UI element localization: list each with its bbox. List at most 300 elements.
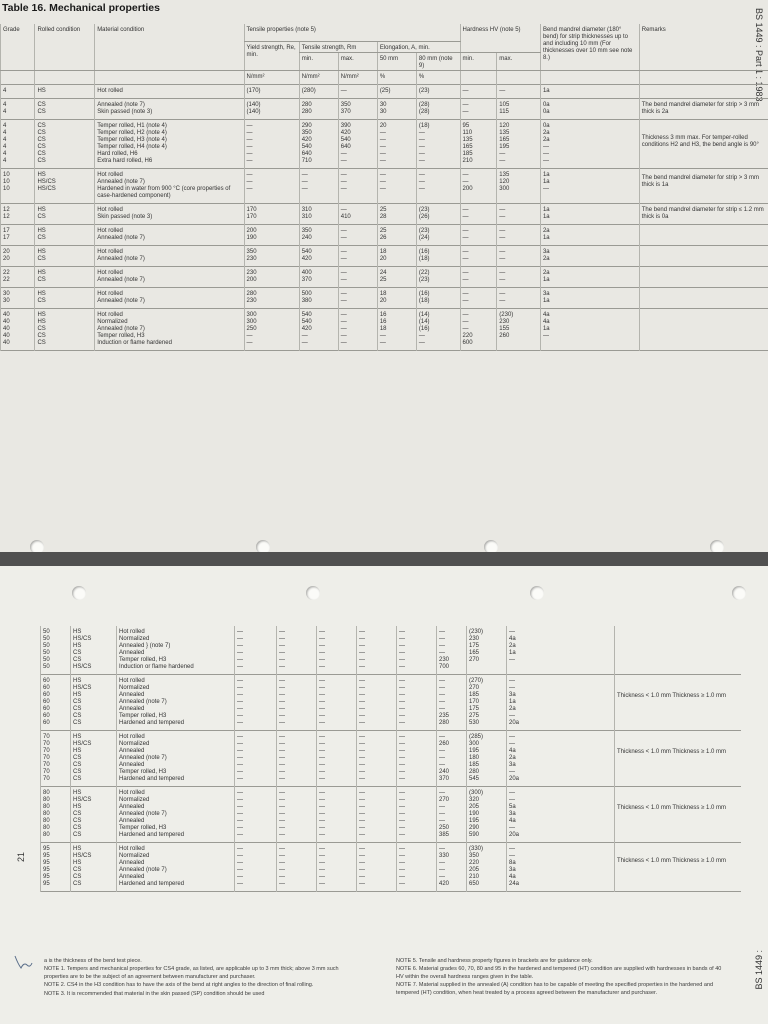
cell-line: — xyxy=(399,706,405,712)
cell-elongation-50 xyxy=(357,843,397,892)
cell-grade xyxy=(41,731,71,787)
cell-line: Annealed xyxy=(119,762,145,768)
table-row-group xyxy=(1,267,768,288)
cell-hardness-max xyxy=(467,626,507,675)
cell-line: 60 xyxy=(43,692,50,698)
cell-line: — xyxy=(237,650,243,656)
cell-line: (330) xyxy=(469,846,484,852)
cell-line: — xyxy=(499,158,506,164)
cell-line: 70 xyxy=(43,734,50,740)
cell-line: 80 xyxy=(43,818,50,824)
cell-line: 540 xyxy=(340,137,351,143)
cell-line: 110 xyxy=(462,130,473,136)
cell-line: 16 xyxy=(379,312,387,318)
cell-line: CS xyxy=(73,881,82,887)
cell-line: 0a xyxy=(542,102,550,108)
unit-cell: N/mm² xyxy=(299,71,338,85)
binder-hole xyxy=(306,586,320,600)
cell-tensile-max xyxy=(338,225,377,246)
cell-line: — xyxy=(399,643,405,649)
cell-line: 280 xyxy=(469,769,480,775)
cell-line: — xyxy=(439,755,445,761)
cell-line: — xyxy=(237,811,243,817)
cell-line: 20 xyxy=(3,256,10,262)
cell-line: 50 xyxy=(43,650,50,656)
cell-line: — xyxy=(340,333,347,339)
cell-line: — xyxy=(418,144,425,150)
cell-line: — xyxy=(319,881,325,887)
cell-elongation-50 xyxy=(357,675,397,731)
header-rolled-condition: Rolled condition xyxy=(35,24,95,71)
cell-line: — xyxy=(462,277,469,283)
cell-line: — xyxy=(399,713,405,719)
cell-line: — xyxy=(439,818,445,824)
cell-line: — xyxy=(399,636,405,642)
cell-line: 20a xyxy=(509,776,520,782)
cell-line: — xyxy=(359,643,365,649)
cell-line: 20a xyxy=(509,720,520,726)
cell-line: — xyxy=(279,832,285,838)
cell-line: 270 xyxy=(439,797,450,803)
cell-line: — xyxy=(279,664,285,670)
cell-remarks: The bend mandrel diameter for strip > 3 mm thick is 1a xyxy=(639,169,768,204)
cell-grade xyxy=(1,225,35,246)
header-yield-strength: Yield strength, Re, min. xyxy=(244,42,299,71)
cell-line: HS xyxy=(37,228,46,234)
cell-elongation-80 xyxy=(416,288,460,309)
header-tensile-properties: Tensile properties (note 5) xyxy=(244,24,460,42)
cell-line: HS xyxy=(37,312,46,318)
cell-material-condition xyxy=(95,169,244,204)
cell-line: 1a xyxy=(542,298,550,304)
cell-line: HS xyxy=(37,319,46,325)
cell-line: 185 xyxy=(469,692,480,698)
cell-tensile-max xyxy=(338,246,377,267)
cell-rolled-condition xyxy=(71,675,117,731)
cell-line: Hardened in water from 900 °C (core properties of case-hardened component) xyxy=(97,186,231,199)
cell-elongation-50 xyxy=(377,120,416,169)
cell-elongation-80 xyxy=(416,267,460,288)
cell-elongation-80 xyxy=(416,246,460,267)
cell-remarks xyxy=(639,288,768,309)
note-paragraph: NOTE 3. It is recommended that material in the skin passed (SP) condition should be used xyxy=(44,990,265,997)
cell-bend-mandrel xyxy=(540,267,639,288)
cell-line: — xyxy=(237,678,243,684)
cell-line: — xyxy=(379,130,386,136)
cell-rolled-condition xyxy=(35,288,95,309)
cell-line: — xyxy=(340,291,347,297)
cell-line: — xyxy=(301,186,308,192)
cell-line: (23) xyxy=(418,88,430,94)
cell-line: — xyxy=(359,818,365,824)
cell-line: — xyxy=(399,825,405,831)
cell-line: — xyxy=(439,804,445,810)
cell-line: 20 xyxy=(379,123,387,129)
cell-tensile-max xyxy=(317,626,357,675)
cell-hardness-min xyxy=(460,225,497,246)
cell-line: 2a xyxy=(542,270,550,276)
cell-line: 410 xyxy=(340,214,351,220)
cell-line: 80 xyxy=(43,797,50,803)
table-row-group xyxy=(1,309,768,351)
cell-line: Extra hard rolled, H6 xyxy=(97,158,153,164)
table-row-group xyxy=(1,169,768,204)
cell-elongation-80 xyxy=(416,204,460,225)
cell-hardness-max xyxy=(497,288,541,309)
cell-line: HS xyxy=(37,249,46,255)
cell-line: 275 xyxy=(469,713,480,719)
cell-hardness-min xyxy=(437,731,467,787)
cell-line: HS xyxy=(73,790,82,796)
cell-yield-strength xyxy=(244,120,299,169)
cell-line: 240 xyxy=(439,769,450,775)
cell-yield-strength xyxy=(235,731,277,787)
cell-line: — xyxy=(279,650,285,656)
cell-tensile-min xyxy=(299,99,338,120)
cell-hardness-min xyxy=(437,843,467,892)
cell-elongation-50 xyxy=(357,731,397,787)
cell-line: — xyxy=(359,699,365,705)
cell-line: 165 xyxy=(462,144,473,150)
cell-line: — xyxy=(340,256,347,262)
cell-line: — xyxy=(439,692,445,698)
cell-line: — xyxy=(246,333,253,339)
cell-line: 280 xyxy=(246,291,257,297)
cell-elongation-80 xyxy=(416,99,460,120)
cell-line: — xyxy=(462,312,469,318)
cell-line: — xyxy=(246,144,253,150)
cell-rolled-condition xyxy=(35,309,95,351)
cell-line: (170) xyxy=(246,88,261,94)
cell-tensile-max xyxy=(338,120,377,169)
cell-bend-mandrel xyxy=(540,288,639,309)
cell-line: — xyxy=(246,179,253,185)
cell-line: — xyxy=(418,130,425,136)
cell-line: Skin passed (note 3) xyxy=(97,109,153,115)
cell-line: Induction or flame hardened xyxy=(119,664,194,670)
cell-line: CS xyxy=(73,713,82,719)
cell-material-condition xyxy=(95,85,244,99)
cell-hardness-max xyxy=(467,843,507,892)
cell-line: 640 xyxy=(301,151,312,157)
cell-line: Annealed xyxy=(119,706,145,712)
cell-elongation-50 xyxy=(357,626,397,675)
cell-line: 210 xyxy=(469,874,480,880)
table-row-group xyxy=(41,675,741,731)
cell-line: 115 xyxy=(499,109,509,115)
cell-line: — xyxy=(418,172,425,178)
cell-line: — xyxy=(237,741,243,747)
cell-line: HS xyxy=(73,846,82,852)
cell-elongation-80 xyxy=(416,120,460,169)
cell-line: HS/CS xyxy=(73,797,92,803)
binder-hole xyxy=(732,586,746,600)
cell-line: — xyxy=(439,650,445,656)
mechanical-properties-table-top xyxy=(0,24,768,351)
cell-line: — xyxy=(499,270,506,276)
cell-line: 50 xyxy=(43,664,50,670)
cell-line: CS xyxy=(73,720,82,726)
cell-line: Hot rolled xyxy=(119,846,145,852)
cell-line: 385 xyxy=(439,832,450,838)
cell-line: — xyxy=(340,249,347,255)
cell-line: — xyxy=(399,692,405,698)
cell-line: 95 xyxy=(43,853,50,859)
cell-bend-mandrel xyxy=(540,309,639,351)
cell-line: 10 xyxy=(3,186,10,192)
cell-tensile-min xyxy=(277,675,317,731)
table-row-group xyxy=(41,626,741,675)
cell-line: — xyxy=(279,636,285,642)
cell-line: CS xyxy=(37,130,46,136)
cell-line: — xyxy=(319,664,325,670)
cell-line: — xyxy=(542,333,549,339)
cell-line: — xyxy=(237,867,243,873)
cell-line: — xyxy=(509,713,515,719)
cell-line: — xyxy=(319,657,325,663)
cell-line: 200 xyxy=(246,277,257,283)
cell-yield-strength xyxy=(244,85,299,99)
cell-line: — xyxy=(399,874,405,880)
cell-hardness-min xyxy=(437,626,467,675)
cell-hardness-max xyxy=(497,267,541,288)
cell-line: (285) xyxy=(469,734,484,740)
cell-line: — xyxy=(319,776,325,782)
cell-line: Annealed xyxy=(119,860,145,866)
cell-line: — xyxy=(359,629,365,635)
cell-line: 4a xyxy=(509,818,516,824)
cell-line: 240 xyxy=(301,235,312,241)
cell-hardness-max xyxy=(497,204,541,225)
cell-line: — xyxy=(359,685,365,691)
cell-bend-mandrel xyxy=(540,225,639,246)
page-gap xyxy=(0,552,768,566)
cell-rolled-condition xyxy=(35,169,95,204)
cell-line: 280 xyxy=(439,720,450,726)
cell-line: 50 xyxy=(43,657,50,663)
cell-line: 420 xyxy=(301,256,312,262)
cell-line: HS xyxy=(73,629,82,635)
cell-line: Hot rolled xyxy=(97,88,123,94)
cell-line: — xyxy=(237,776,243,782)
cell-line: 30 xyxy=(379,102,387,108)
note-paragraph: NOTE 1. Tempers and mechanical properties for CS4 grade, as listed, are applicable up to 3 mm thick; above 3 mm such properties are to be the subject of an agreement between manufacturer and purchaser. xyxy=(44,966,339,980)
standard-reference-label: BS 1449 : Part 1 : 1983 xyxy=(754,8,764,102)
cell-line: — xyxy=(499,214,506,220)
cell-grade xyxy=(41,843,71,892)
cell-line: — xyxy=(462,228,469,234)
cell-line: — xyxy=(462,207,469,213)
cell-line: 230 xyxy=(439,657,450,663)
cell-line: — xyxy=(319,825,325,831)
cell-line: — xyxy=(237,818,243,824)
cell-line: 270 xyxy=(469,657,480,663)
cell-line: 8a xyxy=(509,860,516,866)
cell-line: 280 xyxy=(301,102,312,108)
cell-line: HS xyxy=(73,734,82,740)
cell-line: 30 xyxy=(3,298,10,304)
cell-line: 18 xyxy=(379,326,387,332)
table-row-group xyxy=(1,204,768,225)
cell-line: — xyxy=(379,333,386,339)
cell-line: 120 xyxy=(499,123,510,129)
cell-yield-strength xyxy=(244,225,299,246)
cell-bend-mandrel xyxy=(507,626,615,675)
page-bottom xyxy=(0,566,768,1024)
cell-line: — xyxy=(439,867,445,873)
cell-line: — xyxy=(462,298,469,304)
cell-line: — xyxy=(379,137,386,143)
cell-line: — xyxy=(542,186,549,192)
cell-line: — xyxy=(319,790,325,796)
cell-line: 1a xyxy=(542,277,550,283)
cell-line: — xyxy=(399,762,405,768)
cell-line: — xyxy=(279,755,285,761)
cell-line: 310 xyxy=(301,214,312,220)
cell-line: CS xyxy=(37,214,46,220)
cell-material-condition xyxy=(95,246,244,267)
cell-line: — xyxy=(499,291,506,297)
cell-line: — xyxy=(279,811,285,817)
cell-line: (140) xyxy=(246,109,261,115)
cell-line: 70 xyxy=(43,776,50,782)
cell-hardness-min xyxy=(460,288,497,309)
cell-yield-strength xyxy=(235,626,277,675)
cell-line: 28 xyxy=(379,214,387,220)
table-body-bottom xyxy=(41,626,741,892)
cell-line: 270 xyxy=(469,685,480,691)
cell-line: (28) xyxy=(418,109,430,115)
cell-line: HS xyxy=(73,643,82,649)
table-row-group xyxy=(41,731,741,787)
cell-elongation-80 xyxy=(416,225,460,246)
cell-line: — xyxy=(399,818,405,824)
cell-line: 20a xyxy=(509,832,520,838)
cell-tensile-min xyxy=(299,204,338,225)
cell-line: — xyxy=(509,741,515,747)
cell-line: — xyxy=(246,123,253,129)
cell-line: — xyxy=(237,629,243,635)
cell-line: 4 xyxy=(3,158,7,164)
cell-line: 310 xyxy=(301,207,312,213)
cell-line: — xyxy=(319,860,325,866)
cell-line: — xyxy=(439,678,445,684)
cell-line: — xyxy=(439,748,445,754)
cell-line: Hardened and tempered xyxy=(119,776,185,782)
cell-elongation-50 xyxy=(377,288,416,309)
cell-remarks xyxy=(639,267,768,288)
cell-line: — xyxy=(237,881,243,887)
cell-line: 3a xyxy=(542,291,550,297)
cell-hardness-min xyxy=(460,99,497,120)
cell-grade xyxy=(1,169,35,204)
cell-line: CS xyxy=(37,277,46,283)
cell-line: Temper rolled, H3 xyxy=(97,333,145,339)
cell-line: 155 xyxy=(499,326,510,332)
cell-line: 390 xyxy=(340,123,351,129)
cell-line: — xyxy=(462,172,469,178)
cell-line: (23) xyxy=(418,228,430,234)
cell-line: — xyxy=(359,804,365,810)
cell-hardness-max xyxy=(497,169,541,204)
cell-line: (22) xyxy=(418,270,430,276)
cell-line: — xyxy=(462,214,469,220)
cell-line: HS/CS xyxy=(37,186,56,192)
cell-line: — xyxy=(462,179,469,185)
cell-line: — xyxy=(379,340,386,346)
cell-line: — xyxy=(399,790,405,796)
cell-line: 250 xyxy=(439,825,450,831)
cell-line: CS xyxy=(37,256,46,262)
cell-yield-strength xyxy=(244,99,299,120)
cell-line: CS xyxy=(73,874,82,880)
cell-line: — xyxy=(499,207,506,213)
table-row-group xyxy=(1,99,768,120)
cell-line: — xyxy=(279,685,285,691)
cell-remarks: Thickness < 1.0 mm Thickness ≥ 1.0 mm xyxy=(615,843,741,892)
cell-line: — xyxy=(319,643,325,649)
cell-line: — xyxy=(279,643,285,649)
cell-line: — xyxy=(279,825,285,831)
cell-line: — xyxy=(439,706,445,712)
cell-line: — xyxy=(340,326,347,332)
cell-elongation-50 xyxy=(377,267,416,288)
cell-line: 30 xyxy=(3,291,10,297)
cell-line: 195 xyxy=(499,144,510,150)
cell-line: — xyxy=(319,650,325,656)
cell-line: 40 xyxy=(3,312,10,318)
cell-line: (24) xyxy=(418,235,430,241)
cell-line: — xyxy=(399,832,405,838)
cell-line: — xyxy=(359,636,365,642)
cell-tensile-max xyxy=(338,288,377,309)
cell-material-condition xyxy=(117,731,235,787)
cell-line: — xyxy=(509,769,515,775)
cell-line: 2a xyxy=(542,137,550,143)
cell-line: 650 xyxy=(469,881,480,887)
cell-line: (18) xyxy=(418,298,430,304)
cell-line: 1a xyxy=(542,172,550,178)
cell-line: — xyxy=(340,270,347,276)
header-tensile-max: max. xyxy=(338,53,377,71)
cell-line: — xyxy=(319,874,325,880)
cell-line: — xyxy=(301,333,308,339)
cell-line: Normalized xyxy=(97,319,128,325)
cell-line: — xyxy=(399,741,405,747)
cell-line: CS xyxy=(73,657,82,663)
cell-line: 80 xyxy=(43,811,50,817)
cell-line: 20 xyxy=(3,249,10,255)
cell-line: — xyxy=(399,629,405,635)
cell-line: — xyxy=(439,811,445,817)
cell-line: 95 xyxy=(43,874,50,880)
cell-line: Hot rolled xyxy=(97,228,123,234)
cell-line: 230 xyxy=(246,256,257,262)
cell-line: 20 xyxy=(379,256,387,262)
cell-line: — xyxy=(279,629,285,635)
cell-line: — xyxy=(379,158,386,164)
cell-line: — xyxy=(279,881,285,887)
cell-line: — xyxy=(359,874,365,880)
cell-line: — xyxy=(279,699,285,705)
cell-line: — xyxy=(340,207,347,213)
cell-line: Annealed (note 7) xyxy=(97,298,145,304)
cell-line: — xyxy=(359,650,365,656)
cell-line: Temper rolled, H3 (note 4) xyxy=(97,137,167,143)
cell-remarks xyxy=(639,309,768,351)
cell-line: Hot rolled xyxy=(97,291,123,297)
cell-line: 230 xyxy=(246,270,257,276)
